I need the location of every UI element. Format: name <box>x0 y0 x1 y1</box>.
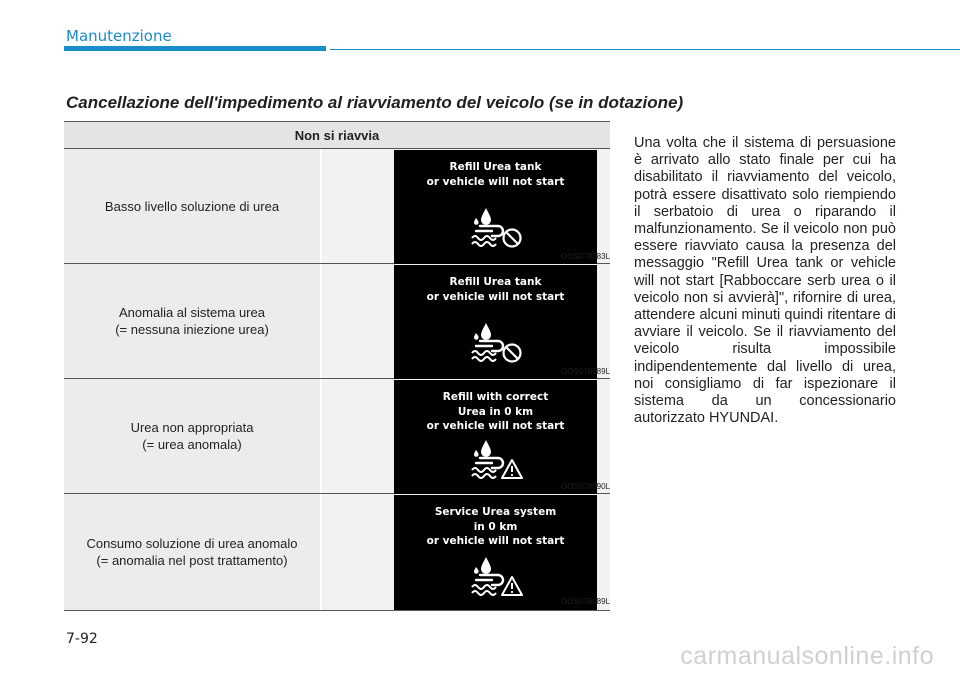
cluster-message-panel <box>394 150 597 264</box>
restart-table <box>64 121 610 611</box>
body-paragraph: Una volta che il sistema di persuasione è arrivato allo stato finale per cui ha disabilitato il riavviamento del veicolo, potrà essere disattivato solo riempiendo il serbatoio di urea o riparando il malfunzionamento. Se il veicolo non può essere riavviato causa la presenza del messaggio "Refill Urea tank or vehicle will not start [Rabboccare serb urea o il veicolo non si avvierà]", rifornire di urea, attendere alcuni minuti quindi ritentare di avviare il veicolo. Se il riavviamento del veicolo risulta impossibile indipendentemente dal livello di urea, noi consigliamo di far ispezionare il sistema da un concessionario autorizzato HYUNDAI. <box>634 135 896 427</box>
page-heading: Cancellazione dell'impedimento al riavviamento del veicolo (se in dotazione) <box>66 93 684 112</box>
header-rule-thin <box>330 49 960 50</box>
figure-code: OOS078089L <box>561 597 610 606</box>
row-label: Anomalia al sistema urea (= nessuna iniezione urea) <box>64 264 320 378</box>
cluster-message: Refill Urea tank or vehicle will not start <box>426 161 565 188</box>
urea-warning-icon <box>466 555 526 601</box>
urea-warning-icon <box>466 438 526 484</box>
no-restart-icon <box>466 204 526 250</box>
section-title: Manutenzione <box>66 27 172 45</box>
figure-code: OOS078089L <box>561 367 610 376</box>
figure-code: OOS078083L <box>561 252 610 261</box>
row-label: Urea non appropriata (= urea anomala) <box>64 379 320 493</box>
row-label: Consumo soluzione di urea anomalo (= anomalia nel post trattamento) <box>64 494 320 610</box>
cluster-message: Refill with correct Urea in 0 km or vehicle will not start <box>426 391 565 432</box>
watermark: carmanualsonline.info <box>680 642 934 670</box>
figure-code: OOS078090L <box>561 482 610 491</box>
page-number: 7-92 <box>66 631 98 647</box>
cluster-message: Refill Urea tank or vehicle will not start <box>426 276 565 303</box>
cluster-message-panel <box>394 380 597 494</box>
table-header: Non si riavvia <box>64 121 610 149</box>
cluster-message-panel <box>394 495 597 610</box>
row-label: Basso livello soluzione di urea <box>64 149 320 263</box>
header-rule-thick <box>64 46 326 51</box>
cluster-message: Service Urea system in 0 km or vehicle will not start <box>426 506 565 547</box>
no-restart-icon <box>466 319 526 365</box>
cluster-message-panel <box>394 265 597 379</box>
